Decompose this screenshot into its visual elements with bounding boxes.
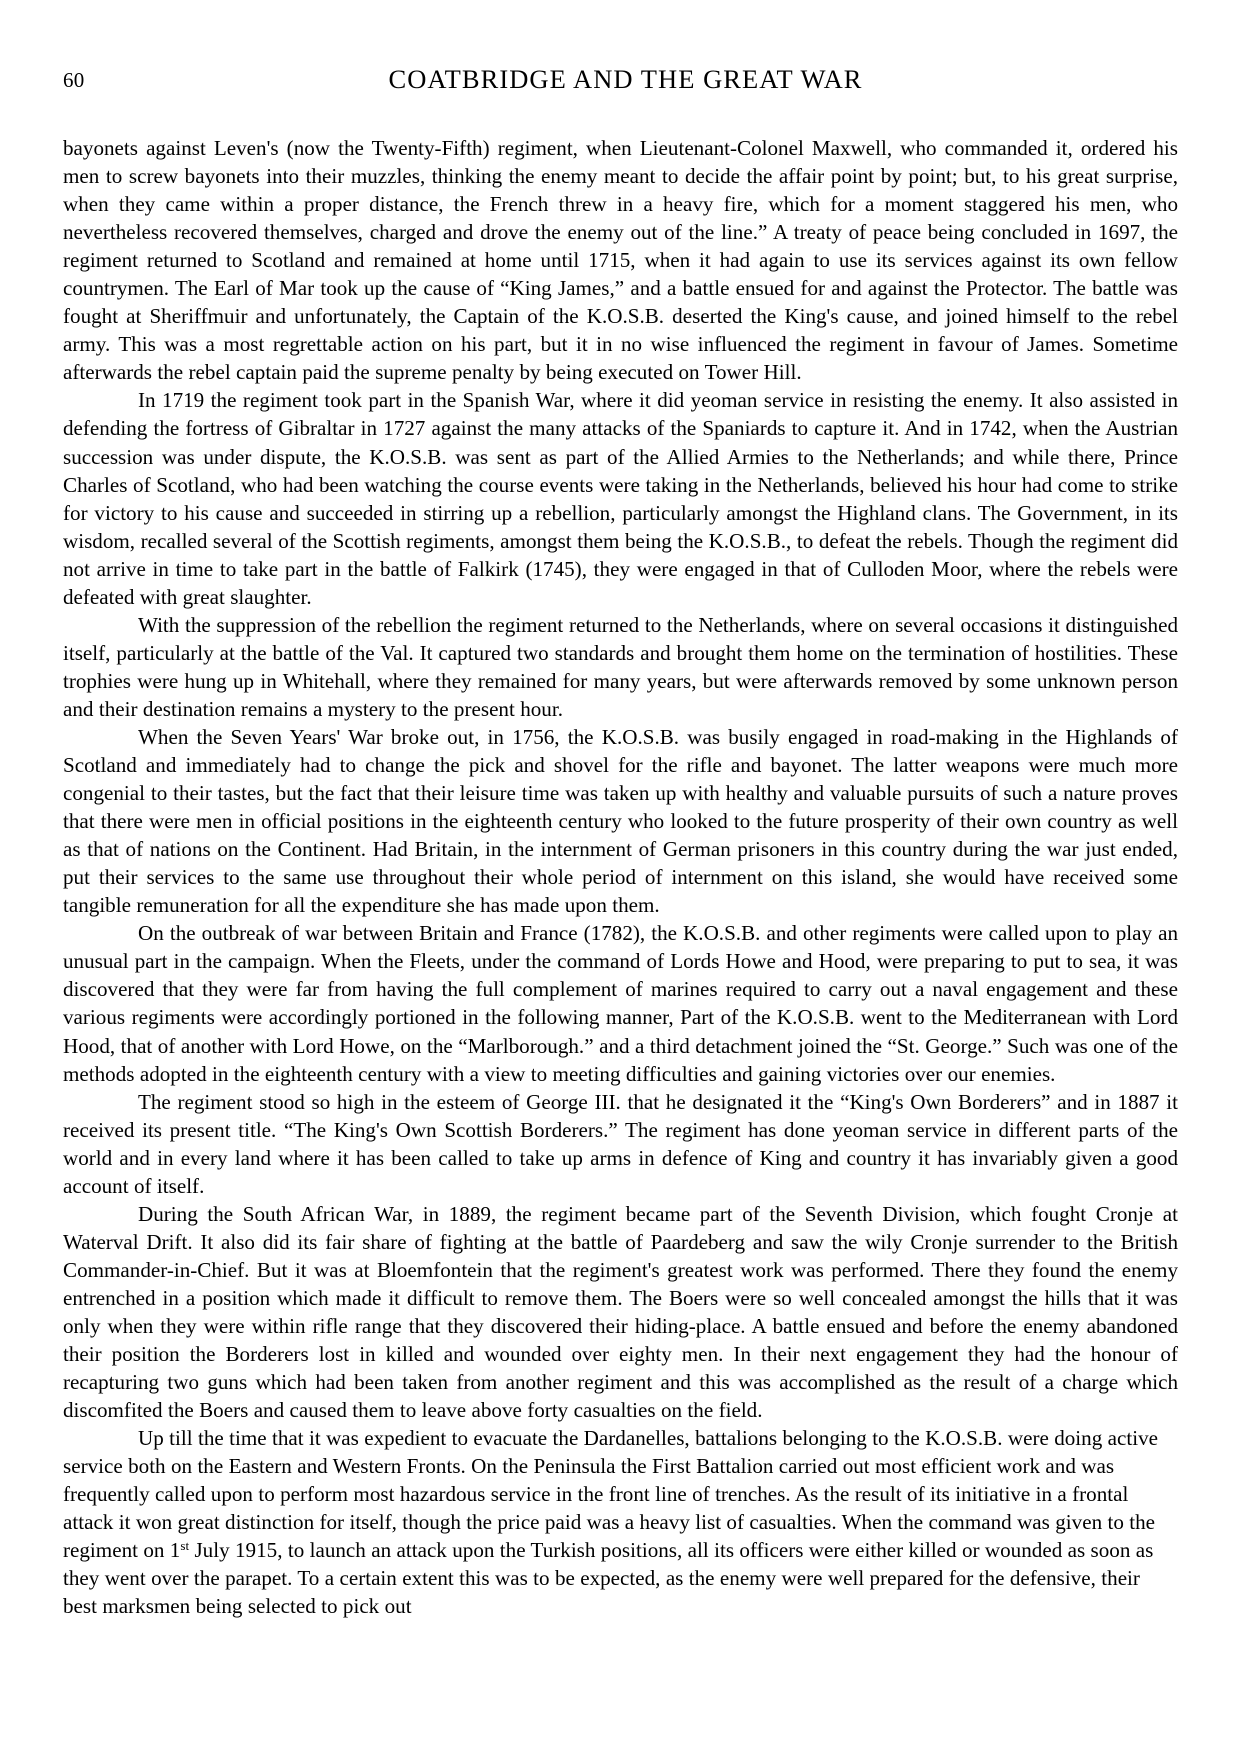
running-head-title: COATBRIDGE AND THE GREAT WAR [388,64,863,94]
paragraph: With the suppression of the rebellion the regiment returned to the Netherlands, where on several occasions it distinguished itself, particularly at the battle of the Val. It captured two standards and brought them home on the termination of hostilities. These trophies were hung up in Whitehall, where they remained for many years, but were afterwards removed by some unknown person and their destination remains a mystery to the present hour. [63,612,1178,721]
paragraph: bayonets against Leven's (now the Twenty-Fifth) regiment, when Lieutenant-Colonel Maxwell, who commanded it, ordered his men to screw bayonets into their muzzles, thinking the enemy meant to decide the affair point by point; but, to his great surprise, when they came within a proper distance, the French threw in a heavy fire, which for a moment staggered his men, who nevertheless recovered themselves, charged and drove the enemy out of the line.” A treaty of peace being concluded in 1697, the regiment returned to Scotland and remained at home until 1715, when it had again to use its services against its own fellow countrymen. The Earl of Mar took up the cause of “King James,” and a battle ensued for and against the Protector. The battle was fought at Sheriffmuir and unfortunately, the Captain of the K.O.S.B. deserted the King's cause, and joined himself to the rebel army. This was a most regrettable action on his part, but it in no wise influenced the regiment in favour of James. Sometime afterwards the rebel captain paid the supreme penalty by being executed on Tower Hill. [63,136,1178,385]
paragraph: When the Seven Years' War broke out, in 1756, the K.O.S.B. was busily engaged in road-making in the Highlands of Scotland and immediately had to change the pick and shovel for the rifle and bayonet. The latter weapons were much more congenial to their tastes, but the fact that their leisure time was taken up with healthy and valuable pursuits of such a nature proves that there were men in official positions in the eighteenth century who looked to the future prosperity of their own country as well as that of nations on the Continent. Had Britain, in the internment of German prisoners in this country during the war just ended, put their services to the same use throughout their whole period of internment on this island, she would have received some tangible remuneration for all the expenditure she has made upon them. [63,724,1178,918]
paragraph-final [63,1424,1178,1620]
paragraph-final-text-before: Up till the time that it was expedient to evacuate the Dardanelles, battalions belonging to the K.O.S.B. were doing active service both on the Eastern and Western Fronts. On the Peninsula the First Battalion carried out most efficient work and was frequently called upon to perform most hazardous service in the front line of trenches. As the result of its initiative in a frontal attack it won great distinction for itself, though the price paid was a heavy list of casualties. When the command was given to the regiment on 1 [63,1426,1158,1563]
page-number: 60 [63,68,85,92]
paragraph: During the South African War, in 1889, the regiment became part of the Seventh Division, which fought Cronje at Waterval Drift. It also did its fair share of fighting at the battle of Paardeberg and saw the wily Cronje surrender to the British Commander-in-Chief. But it was at Bloemfontein that the regiment's greatest work was performed. There they found the enemy entrenched in a position which made it difficult to remove them. The Boers were so well concealed amongst the hills that it was only when they were within rifle range that they discovered their hiding-place. A battle ensued and before the enemy abandoned their position the Borderers lost in killed and wounded over eighty men. In their next engagement they had the honour of recapturing two guns which had been taken from another regiment and this was accomplished as the result of a charge which discomfited the Boers and caused them to leave above forty casualties on the field. [63,1201,1178,1423]
page-header [63,63,1178,97]
ordinal-suffix-superscript: st [180,1538,190,1554]
paragraph: On the outbreak of war between Britain and France (1782), the K.O.S.B. and other regiments were called upon to play an unusual part in the campaign. When the Fleets, under the command of Lords Howe and Hood, were preparing to put to sea, it was discovered that they were far from having the full complement of marines required to carry out a naval engagement and these various regiments were accordingly portioned in the following manner, Part of the K.O.S.B. went to the Mediterranean with Lord Hood, that of another with Lord Howe, on the “Marlborough.” and a third detachment joined the “St. George.” Such was one of the methods adopted in the eighteenth century with a view to meeting difficulties and gaining victories over our enemies. [63,921,1178,1086]
paragraph: In 1719 the regiment took part in the Spanish War, where it did yeoman service in resisting the enemy. It also assisted in defending the fortress of Gibraltar in 1727 against the many attacks of the Spaniards to capture it. And in 1742, when the Austrian succession was under dispute, the K.O.S.B. was sent as part of the Allied Armies to the Netherlands; and while there, Prince Charles of Scotland, who had been watching the course events were taking in the Netherlands, believed his hour had come to strike for victory to his cause and succeeded in stirring up a rebellion, particularly amongst the Highland clans. The Government, in its wisdom, recalled several of the Scottish regiments, amongst them being the K.O.S.B., to defeat the rebels. Though the regiment did not arrive in time to take part in the battle of Falkirk (1745), they were engaged in that of Culloden Moor, where the rebels were defeated with great slaughter. [63,388,1178,609]
body-text-block [63,134,1178,1620]
paragraph-final-text-after: July 1915, to launch an attack upon the Turkish positions, all its officers were either killed or wounded as soon as they went over the parapet. To a certain extent this was to be expected, as the enemy were well prepared for the defensive, their best marksmen being selected to pick out [63,1538,1154,1619]
paragraph: The regiment stood so high in the esteem of George III. that he designated it the “King's Own Borderers” and in 1887 it received its present title. “The King's Own Scottish Borderers.” The regiment has done yeoman service in different parts of the world and in every land where it has been called to take up arms in defence of King and country it has invariably given a good account of itself. [63,1089,1178,1198]
